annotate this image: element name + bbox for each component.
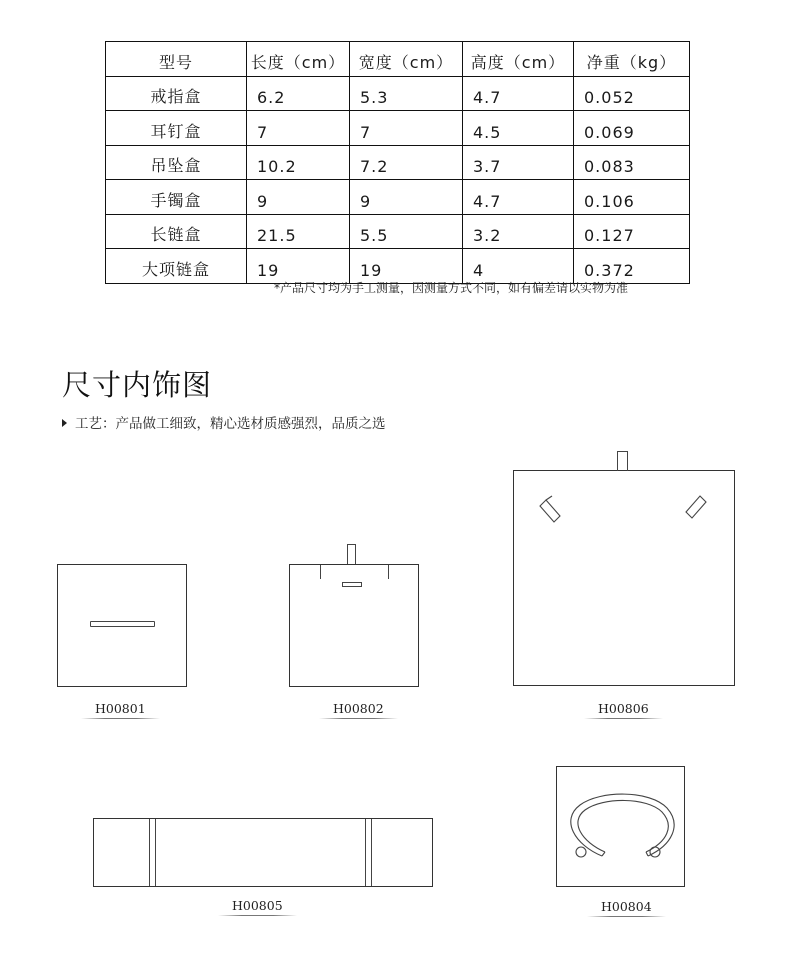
cell-model: 大项链盒 [106, 249, 247, 284]
cell-width: 7 [350, 111, 463, 146]
cell-model: 吊坠盒 [106, 145, 247, 180]
cell-width: 5.3 [350, 76, 463, 111]
cell-height: 4.5 [463, 111, 574, 146]
header-model: 型号 [106, 42, 247, 77]
cell-length: 9 [247, 180, 350, 215]
product-code-bracelet: H00804 [601, 899, 652, 914]
right-hook-icon [686, 496, 706, 518]
cell-length: 21.5 [247, 214, 350, 249]
product-code-necklace: H00806 [598, 701, 649, 716]
cell-model: 戒指盒 [106, 76, 247, 111]
craft-text: 工艺：产品做工细致，精心选材质感强烈，品质之选 [75, 416, 386, 432]
cell-model: 耳钉盒 [106, 111, 247, 146]
cell-height: 3.2 [463, 214, 574, 249]
cell-length: 7 [247, 111, 350, 146]
cell-model: 手镯盒 [106, 180, 247, 215]
cell-width: 19 [350, 249, 463, 284]
product-code-long-chain: H00805 [232, 898, 283, 913]
cell-weight: 0.127 [574, 214, 690, 249]
header-weight: 净重（kg） [574, 42, 690, 77]
cell-height: 3.7 [463, 145, 574, 180]
left-hook-icon [540, 496, 560, 522]
cell-height: 4 [463, 249, 574, 284]
header-length: 长度（cm） [247, 42, 350, 77]
cell-width: 7.2 [350, 145, 463, 180]
cell-length: 10.2 [247, 145, 350, 180]
cell-length: 19 [247, 249, 350, 284]
cell-weight: 0.083 [574, 145, 690, 180]
product-code-pendant: H00802 [333, 701, 384, 716]
cell-model: 长链盒 [106, 214, 247, 249]
cell-weight: 0.052 [574, 76, 690, 111]
cell-height: 4.7 [463, 180, 574, 215]
measurement-note: *产品尺寸均为手工测量，因测量方式不同，如有偏差请以实物为准 [274, 281, 629, 295]
cell-weight: 0.106 [574, 180, 690, 215]
cell-weight: 0.372 [574, 249, 690, 284]
header-width: 宽度（cm） [350, 42, 463, 77]
section-title: 尺寸内饰图 [62, 368, 213, 402]
cell-height: 4.7 [463, 76, 574, 111]
product-code-ring: H00801 [95, 701, 146, 716]
cell-length: 6.2 [247, 76, 350, 111]
header-height: 高度（cm） [463, 42, 574, 77]
cell-weight: 0.069 [574, 111, 690, 146]
cell-width: 5.5 [350, 214, 463, 249]
cell-width: 9 [350, 180, 463, 215]
bracelet-cuff-icon [571, 794, 674, 857]
